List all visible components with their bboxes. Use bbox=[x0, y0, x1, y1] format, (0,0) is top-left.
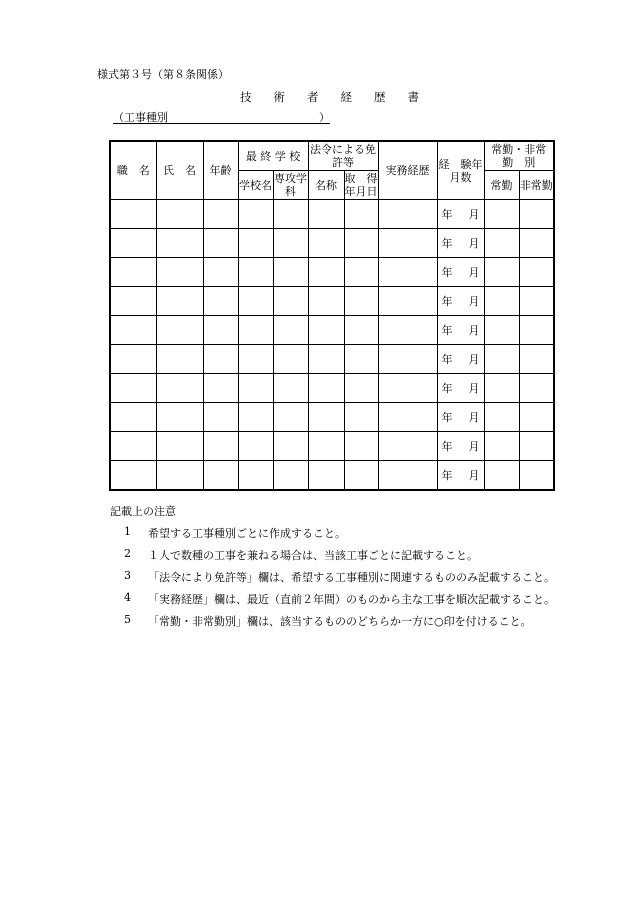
table-row bbox=[110, 432, 554, 461]
note-text: １人で数種の工事を兼ねる場合は、当該工事ごとに記載すること。 bbox=[148, 549, 478, 562]
header-position: 職 名 bbox=[110, 141, 156, 200]
note-number: 1 bbox=[124, 525, 131, 538]
table-cell[interactable] bbox=[110, 461, 156, 491]
table-cell[interactable] bbox=[484, 287, 519, 316]
table-cell[interactable] bbox=[238, 461, 273, 491]
engineer-history-table bbox=[109, 140, 558, 491]
table-cell[interactable] bbox=[344, 461, 378, 491]
table-cell[interactable] bbox=[308, 345, 344, 374]
header-fulltime: 常勤 bbox=[484, 171, 519, 200]
table-cell[interactable] bbox=[484, 432, 519, 461]
header-experience: 経 験年月数 bbox=[437, 141, 484, 200]
note-number: 3 bbox=[124, 569, 131, 582]
title-char: 技 bbox=[240, 90, 252, 104]
table-cell[interactable] bbox=[308, 374, 344, 403]
notes-section bbox=[110, 503, 555, 635]
header-name: 氏 名 bbox=[156, 141, 203, 200]
header-school-name: 学校名 bbox=[238, 171, 273, 200]
title-char: 者 bbox=[307, 90, 319, 104]
header-license-name: 名称 bbox=[308, 171, 344, 200]
table-cell[interactable] bbox=[308, 200, 344, 229]
table-cell[interactable] bbox=[308, 403, 344, 432]
table-cell[interactable] bbox=[238, 316, 273, 345]
notes-heading: 記載上の注意 bbox=[110, 505, 176, 518]
experience-cell[interactable] bbox=[437, 229, 484, 258]
table-row bbox=[110, 374, 554, 403]
year-label: 年 bbox=[441, 468, 453, 482]
note-text: 「常勤・非常勤別」欄は、該当するもののどちらか一方に○印を付けること。 bbox=[148, 615, 532, 628]
year-label: 年 bbox=[441, 381, 453, 395]
month-label: 月 bbox=[468, 294, 480, 308]
header-employment-type: 常勤・非常 勤 別 bbox=[484, 141, 554, 171]
month-label: 月 bbox=[468, 207, 480, 221]
table-cell[interactable] bbox=[110, 287, 156, 316]
year-label: 年 bbox=[441, 294, 453, 308]
table-cell[interactable] bbox=[519, 461, 554, 491]
table-cell[interactable] bbox=[203, 287, 238, 316]
year-label: 年 bbox=[441, 265, 453, 279]
table-cell[interactable] bbox=[203, 258, 238, 287]
table-cell[interactable] bbox=[156, 432, 203, 461]
table-cell[interactable] bbox=[344, 258, 378, 287]
experience-cell[interactable] bbox=[437, 258, 484, 287]
table-cell[interactable] bbox=[378, 287, 437, 316]
table-cell[interactable] bbox=[156, 258, 203, 287]
table-cell[interactable] bbox=[378, 432, 437, 461]
header-work-history: 実務経歴 bbox=[378, 141, 437, 200]
title-char: 経 bbox=[340, 90, 352, 104]
table-cell[interactable] bbox=[344, 403, 378, 432]
month-label: 月 bbox=[468, 352, 480, 366]
note-item bbox=[110, 613, 532, 635]
year-label: 年 bbox=[441, 207, 453, 221]
table-cell[interactable] bbox=[203, 432, 238, 461]
table-cell[interactable] bbox=[273, 229, 308, 258]
table-cell[interactable] bbox=[273, 403, 308, 432]
table-cell[interactable] bbox=[519, 258, 554, 287]
table-cell[interactable] bbox=[484, 316, 519, 345]
month-label: 月 bbox=[468, 439, 480, 453]
month-label: 月 bbox=[468, 236, 480, 250]
work-type-field[interactable] bbox=[113, 109, 330, 124]
table-cell[interactable] bbox=[519, 374, 554, 403]
title-char: 術 bbox=[273, 90, 285, 104]
table-cell[interactable] bbox=[273, 316, 308, 345]
table-cell[interactable] bbox=[344, 316, 378, 345]
table-cell[interactable] bbox=[378, 403, 437, 432]
note-number: 5 bbox=[124, 613, 131, 626]
table-cell[interactable] bbox=[273, 461, 308, 491]
table-cell[interactable] bbox=[203, 229, 238, 258]
year-label: 年 bbox=[441, 410, 453, 424]
title-char: 歴 bbox=[374, 90, 386, 104]
table-cell[interactable] bbox=[238, 374, 273, 403]
table-cell[interactable] bbox=[378, 316, 437, 345]
table-cell[interactable] bbox=[344, 374, 378, 403]
table-cell[interactable] bbox=[238, 287, 273, 316]
table-cell[interactable] bbox=[203, 403, 238, 432]
table-cell[interactable] bbox=[519, 229, 554, 258]
table-row bbox=[110, 403, 554, 432]
table-cell[interactable] bbox=[156, 461, 203, 491]
month-label: 月 bbox=[468, 323, 480, 337]
table-cell[interactable] bbox=[344, 229, 378, 258]
table-row bbox=[110, 258, 554, 287]
table-cell[interactable] bbox=[519, 403, 554, 432]
month-label: 月 bbox=[468, 381, 480, 395]
note-number: 2 bbox=[124, 547, 131, 560]
note-text: 希望する工事種別ごとに作成すること。 bbox=[148, 527, 346, 540]
table-cell[interactable] bbox=[484, 461, 519, 491]
table-cell[interactable] bbox=[156, 374, 203, 403]
year-label: 年 bbox=[441, 236, 453, 250]
table-cell[interactable] bbox=[308, 461, 344, 491]
table-cell[interactable] bbox=[519, 432, 554, 461]
header-parttime: 非常勤 bbox=[519, 171, 554, 200]
table-cell[interactable] bbox=[378, 258, 437, 287]
table-cell[interactable] bbox=[156, 403, 203, 432]
experience-cell[interactable] bbox=[437, 374, 484, 403]
table-cell[interactable] bbox=[273, 200, 308, 229]
table-cell[interactable] bbox=[203, 374, 238, 403]
table-cell[interactable] bbox=[273, 258, 308, 287]
table-row bbox=[110, 316, 554, 345]
table-cell[interactable] bbox=[378, 200, 437, 229]
table-cell[interactable] bbox=[519, 345, 554, 374]
table-cell[interactable] bbox=[110, 432, 156, 461]
experience-cell[interactable] bbox=[437, 287, 484, 316]
table-cell[interactable] bbox=[308, 316, 344, 345]
table-cell[interactable] bbox=[519, 287, 554, 316]
title-char: 書 bbox=[407, 90, 419, 104]
table-cell[interactable] bbox=[484, 374, 519, 403]
table-cell[interactable] bbox=[308, 258, 344, 287]
work-type-close: ） bbox=[319, 111, 330, 124]
table-cell[interactable] bbox=[519, 316, 554, 345]
note-number: 4 bbox=[124, 591, 131, 604]
table-row bbox=[110, 461, 554, 491]
table-cell[interactable] bbox=[308, 432, 344, 461]
experience-cell[interactable] bbox=[437, 403, 484, 432]
experience-cell[interactable] bbox=[437, 345, 484, 374]
table-cell[interactable] bbox=[484, 200, 519, 229]
table-cell[interactable] bbox=[484, 258, 519, 287]
year-label: 年 bbox=[441, 352, 453, 366]
table-cell[interactable] bbox=[110, 345, 156, 374]
experience-cell[interactable] bbox=[437, 200, 484, 229]
table-cell[interactable] bbox=[519, 200, 554, 229]
table-cell[interactable] bbox=[110, 200, 156, 229]
table-cell[interactable] bbox=[238, 432, 273, 461]
header-license: 法令による免許等 bbox=[310, 143, 376, 169]
month-label: 月 bbox=[468, 410, 480, 424]
table-cell[interactable] bbox=[378, 374, 437, 403]
table-cell[interactable] bbox=[378, 461, 437, 491]
table-row bbox=[110, 200, 554, 229]
note-text: 「法令により免許等」欄は、希望する工事種別に関連するもののみ記載すること。 bbox=[148, 571, 555, 584]
table-cell[interactable] bbox=[238, 258, 273, 287]
table-cell[interactable] bbox=[110, 258, 156, 287]
work-type-label: （工事種別 bbox=[113, 111, 168, 124]
table-cell[interactable] bbox=[110, 403, 156, 432]
table-cell[interactable] bbox=[484, 345, 519, 374]
table-cell[interactable] bbox=[110, 374, 156, 403]
table-cell[interactable] bbox=[238, 403, 273, 432]
note-text: 「実務経歴」欄は、最近（直前２年間）のものから主な工事を順次記載すること。 bbox=[148, 593, 555, 606]
header-major: 専攻学科 bbox=[274, 172, 307, 198]
month-label: 月 bbox=[468, 265, 480, 279]
table-cell[interactable] bbox=[156, 200, 203, 229]
table-cell[interactable] bbox=[273, 374, 308, 403]
table-cell[interactable] bbox=[273, 287, 308, 316]
table-cell[interactable] bbox=[156, 287, 203, 316]
header-final-school: 最 終 学 校 bbox=[238, 141, 308, 171]
year-label: 年 bbox=[441, 439, 453, 453]
table-cell[interactable] bbox=[273, 432, 308, 461]
table-cell[interactable] bbox=[273, 345, 308, 374]
table-cell[interactable] bbox=[156, 229, 203, 258]
table-cell[interactable] bbox=[238, 345, 273, 374]
table-cell[interactable] bbox=[344, 200, 378, 229]
table-cell[interactable] bbox=[156, 316, 203, 345]
note-item bbox=[110, 525, 346, 547]
table-cell[interactable] bbox=[484, 403, 519, 432]
table-cell[interactable] bbox=[344, 345, 378, 374]
table-row bbox=[110, 345, 554, 374]
form-number: 様式第３号（第８条関係） bbox=[97, 68, 229, 81]
header-age: 年齢 bbox=[203, 141, 238, 200]
table-cell[interactable] bbox=[308, 287, 344, 316]
table-row bbox=[110, 229, 554, 258]
month-label: 月 bbox=[468, 468, 480, 482]
document-title bbox=[240, 89, 441, 105]
table-cell[interactable] bbox=[344, 287, 378, 316]
table-cell[interactable] bbox=[156, 345, 203, 374]
year-label: 年 bbox=[441, 323, 453, 337]
experience-cell[interactable] bbox=[437, 316, 484, 345]
experience-cell[interactable] bbox=[437, 461, 484, 491]
table-cell[interactable] bbox=[378, 345, 437, 374]
experience-cell[interactable] bbox=[437, 432, 484, 461]
table-cell[interactable] bbox=[238, 229, 273, 258]
table-cell[interactable] bbox=[203, 345, 238, 374]
table-cell[interactable] bbox=[308, 229, 344, 258]
table-cell[interactable] bbox=[344, 432, 378, 461]
table-cell[interactable] bbox=[203, 461, 238, 491]
note-item bbox=[110, 547, 478, 569]
table-cell[interactable] bbox=[203, 200, 238, 229]
note-item bbox=[110, 569, 555, 591]
note-item bbox=[110, 591, 555, 613]
table-cell[interactable] bbox=[203, 316, 238, 345]
table-cell[interactable] bbox=[484, 229, 519, 258]
table-row bbox=[110, 287, 554, 316]
header-license-date: 取 得年月日 bbox=[344, 172, 378, 198]
table-cell[interactable] bbox=[378, 229, 437, 258]
table-cell[interactable] bbox=[110, 229, 156, 258]
table-cell[interactable] bbox=[110, 316, 156, 345]
table-cell[interactable] bbox=[238, 200, 273, 229]
